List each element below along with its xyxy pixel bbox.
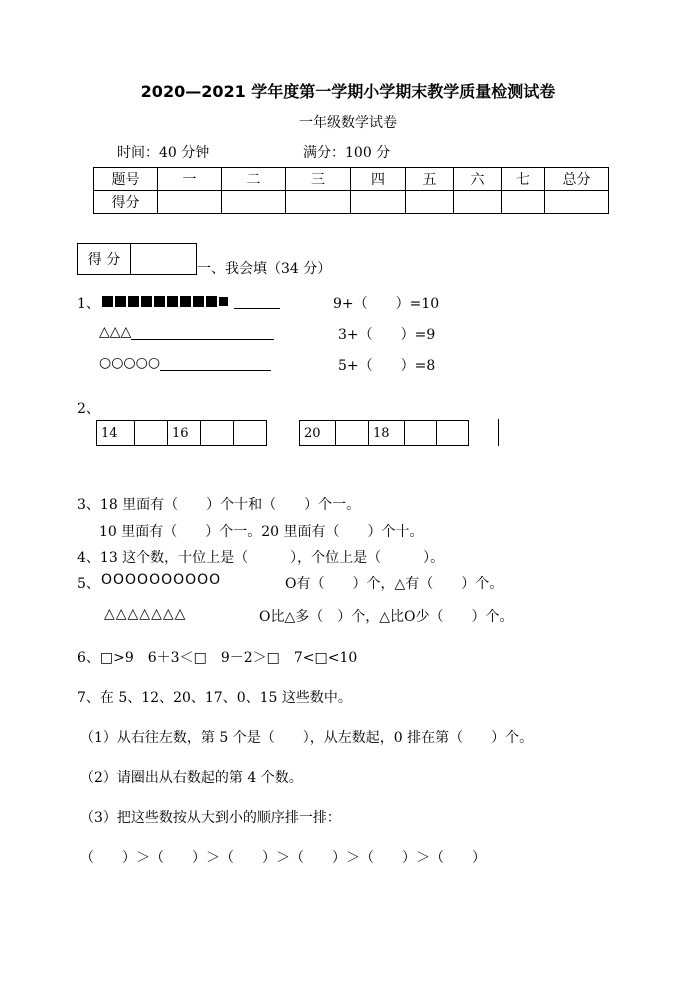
square-shape [206, 296, 217, 307]
exam-full-score: 满分：100 分 [303, 145, 391, 161]
sequence-cell[interactable] [201, 421, 234, 446]
q1-circles [99, 355, 271, 371]
sequence-cell: 20 [300, 421, 336, 446]
score-blank-cell[interactable] [286, 191, 351, 214]
triangle-shapes: △△△ [99, 324, 132, 340]
square-shape [219, 297, 228, 306]
score-table-cell: 三 [286, 168, 351, 191]
section-score-box [77, 243, 197, 275]
q5-triangles: △△△△△△△ [104, 606, 187, 622]
score-table [93, 167, 609, 214]
score-table-cell: 一 [158, 168, 222, 191]
q7-stem: 7、在 5、12、20、17、0、15 这些数中。 [77, 690, 352, 706]
score-table-cell: 二 [222, 168, 286, 191]
q3-line2: 10 里面有（ ）个一。20 里面有（ ）个十。 [99, 524, 424, 540]
sequence-cell[interactable] [234, 421, 267, 446]
q3-line1: 3、18 里面有（ ）个十和（ ）个一。 [77, 497, 361, 513]
score-table-header-row [94, 168, 609, 191]
score-blank-cell[interactable] [406, 191, 454, 214]
sequence-cell: 16 [168, 421, 201, 446]
divider-bar [498, 419, 499, 446]
q1-equation: 5+（ ）=8 [338, 358, 436, 374]
q1-squares [102, 293, 280, 309]
score-table-score-row [94, 191, 609, 214]
answer-line[interactable] [160, 356, 271, 371]
number-sequence-2 [299, 420, 469, 446]
q5-line2-text: O比△多（ ）个，△比O少（ ）个。 [259, 609, 514, 625]
section-score-label: 得 分 [78, 244, 131, 274]
square-shape [167, 296, 178, 307]
square-shape [193, 296, 204, 307]
square-shape [141, 296, 152, 307]
score-blank-cell[interactable] [502, 191, 545, 214]
square-shape [102, 296, 113, 307]
sequence-cell[interactable] [437, 421, 469, 446]
q6-line: 6、□>9 6＋3＜□ 9－2＞□ 7<□<10 [77, 650, 358, 666]
sequence-cell: 14 [97, 421, 135, 446]
score-table-cell: 四 [351, 168, 406, 191]
q7-sub3: （3）把这些数按从大到小的顺序排一排： [80, 810, 341, 826]
score-table-cell: 总分 [545, 168, 609, 191]
q7-sub1: （1）从右往左数，第 5 个是（ ），从左数起，0 排在第（ ）个。 [80, 730, 534, 746]
square-shape [180, 296, 191, 307]
sequence-cell[interactable] [135, 421, 168, 446]
square-shape [154, 296, 165, 307]
circle-shapes: ○○○○○ [99, 355, 161, 371]
sequence-cell: 18 [369, 421, 405, 446]
section-score-blank[interactable] [131, 244, 196, 274]
q5-line1-text: O有（ ）个，△有（ ）个。 [285, 576, 504, 592]
score-blank-cell[interactable] [222, 191, 286, 214]
score-table-cell: 得分 [94, 191, 158, 214]
exam-title: 2020—2021 学年度第一学期小学期末教学质量检测试卷 [140, 82, 556, 101]
q5-number: 5、 [77, 576, 100, 592]
score-table-cell: 题号 [94, 168, 158, 191]
score-blank-cell[interactable] [158, 191, 222, 214]
answer-line[interactable] [131, 325, 274, 340]
sequence-cell[interactable] [336, 421, 369, 446]
q1-equation: 9+（ ）=10 [333, 296, 440, 312]
q2-number: 2、 [77, 401, 100, 417]
score-blank-cell[interactable] [454, 191, 502, 214]
exam-subtitle: 一年级数学试卷 [299, 115, 397, 131]
q1-triangles [99, 324, 274, 340]
number-sequence-1 [96, 420, 267, 446]
section-title: 一、我会填（34 分） [197, 261, 332, 277]
q5-circles: OOOOOOOOOO [101, 572, 222, 588]
square-shape [115, 296, 126, 307]
q4-line: 4、13 这个数，十位上是（ ），个位上是（ ）。 [77, 550, 445, 566]
answer-line[interactable] [234, 294, 280, 309]
q7-order-line: （ ）＞（ ）＞（ ）＞（ ）＞（ ）＞（ ） [80, 850, 486, 866]
exam-time: 时间：40 分钟 [117, 145, 210, 161]
sequence-cell[interactable] [405, 421, 437, 446]
square-shape [128, 296, 139, 307]
score-table-cell: 六 [454, 168, 502, 191]
q7-sub2: （2）请圈出从右数起的第 4 个数。 [80, 770, 303, 786]
q1-equation: 3+（ ）=9 [338, 327, 436, 343]
score-blank-cell[interactable] [545, 191, 609, 214]
score-blank-cell[interactable] [351, 191, 406, 214]
score-table-cell: 五 [406, 168, 454, 191]
q1-number: 1、 [77, 296, 100, 312]
score-table-cell: 七 [502, 168, 545, 191]
